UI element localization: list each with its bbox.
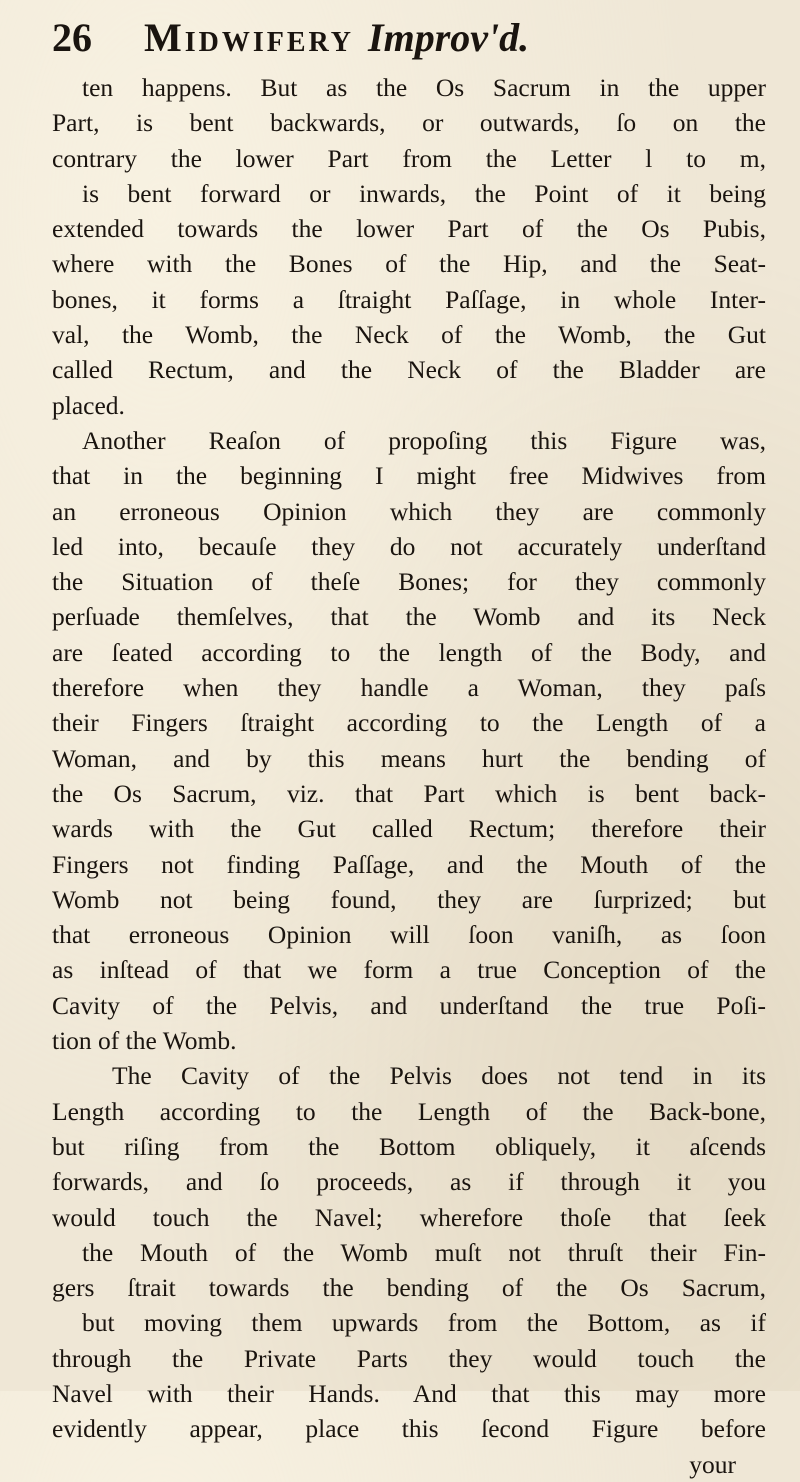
text-line: as inſtead of that we form a true Conception of the — [52, 955, 766, 985]
text-line: ten happens. But as the Os Sacrum in the upper — [82, 73, 766, 102]
text-line: the Mouth of the Womb muſt not thruſt their Fin- — [82, 1237, 766, 1267]
text-line: bones, it forms a ſtraight Paſſage, in whole Inter- — [52, 284, 766, 314]
text-line: called Rectum, and the Neck of the Bladder are — [52, 355, 766, 385]
text-line: but moving them upwards from the Bottom, as if — [82, 1308, 766, 1338]
running-head — [52, 14, 766, 70]
text-line: would touch the Navel; wherefore thoſe that ſeek — [52, 1202, 766, 1232]
running-title-italic: Improv'd. — [368, 15, 530, 60]
text-line: Part, is bent backwards, or outwards, ſo on the — [52, 108, 766, 138]
text-line: extended towards the lower Part of the Os Pubis, — [52, 214, 766, 244]
text-line: gers ſtrait towards the bending of the Os Sacrum, — [52, 1273, 766, 1303]
running-title: Midwifery — [144, 15, 355, 60]
text-line: that erroneous Opinion will ſoon vaniſh, as ſoon — [52, 920, 766, 950]
text-line: is bent forward or inwards, the Point of it being — [82, 178, 766, 208]
text-line: an erroneous Opinion which they are commonly — [52, 496, 766, 526]
text-line: Cavity of the Pelvis, and underſtand the true Poſi- — [52, 990, 766, 1020]
text-line: the Os Sacrum, viz. that Part which is bent back- — [52, 778, 766, 808]
text-line: that in the beginning I might free Midwives from — [52, 461, 766, 491]
body-text — [52, 70, 766, 1482]
text-line: led into, becauſe they do not accurately underſtand — [52, 531, 766, 561]
text-line: placed. — [52, 390, 125, 420]
text-line: Fingers not finding Paſſage, and the Mouth of the — [52, 849, 766, 879]
text-line: Woman, and by this means hurt the bending of — [52, 743, 766, 773]
text-line: Length according to the Length of the Back-bone, — [52, 1096, 766, 1126]
text-line: forwards, and ſo proceeds, as if through it you — [52, 1167, 766, 1197]
text-line: through the Private Parts they would touch the — [52, 1343, 766, 1373]
page-number: 26 — [52, 15, 92, 60]
text-line: perſuade themſelves, that the Womb and its Neck — [52, 602, 766, 632]
text-line: contrary the lower Part from the Letter l to m, — [52, 143, 766, 173]
text-line: evidently appear, place this ſecond Figure before — [52, 1414, 766, 1444]
text-line: are ſeated according to the length of the Body, and — [52, 637, 766, 667]
text-line: val, the Womb, the Neck of the Womb, the Gut — [52, 320, 766, 350]
text-line: The Cavity of the Pelvis does not tend in its — [112, 1061, 766, 1091]
text-line: wards with the Gut called Rectum; therefore their — [52, 814, 766, 844]
text-line: but riſing from the Bottom obliquely, it aſcends — [52, 1131, 766, 1161]
text-line: Navel with their Hands. And that this may more — [52, 1378, 766, 1408]
text-line: tion of the Womb. — [52, 1026, 237, 1056]
text-line: their Fingers ſtraight according to the Length of a — [52, 708, 766, 738]
catchword: your — [689, 1449, 736, 1479]
text-line: the Situation of theſe Bones; for they commonly — [52, 567, 766, 597]
text-line: therefore when they handle a Woman, they paſs — [52, 673, 766, 703]
text-line: Womb not being found, they are ſurprized; but — [52, 884, 766, 914]
text-line: Another Reaſon of propoſing this Figure was, — [82, 425, 766, 455]
text-line: where with the Bones of the Hip, and the Seat- — [52, 249, 766, 279]
